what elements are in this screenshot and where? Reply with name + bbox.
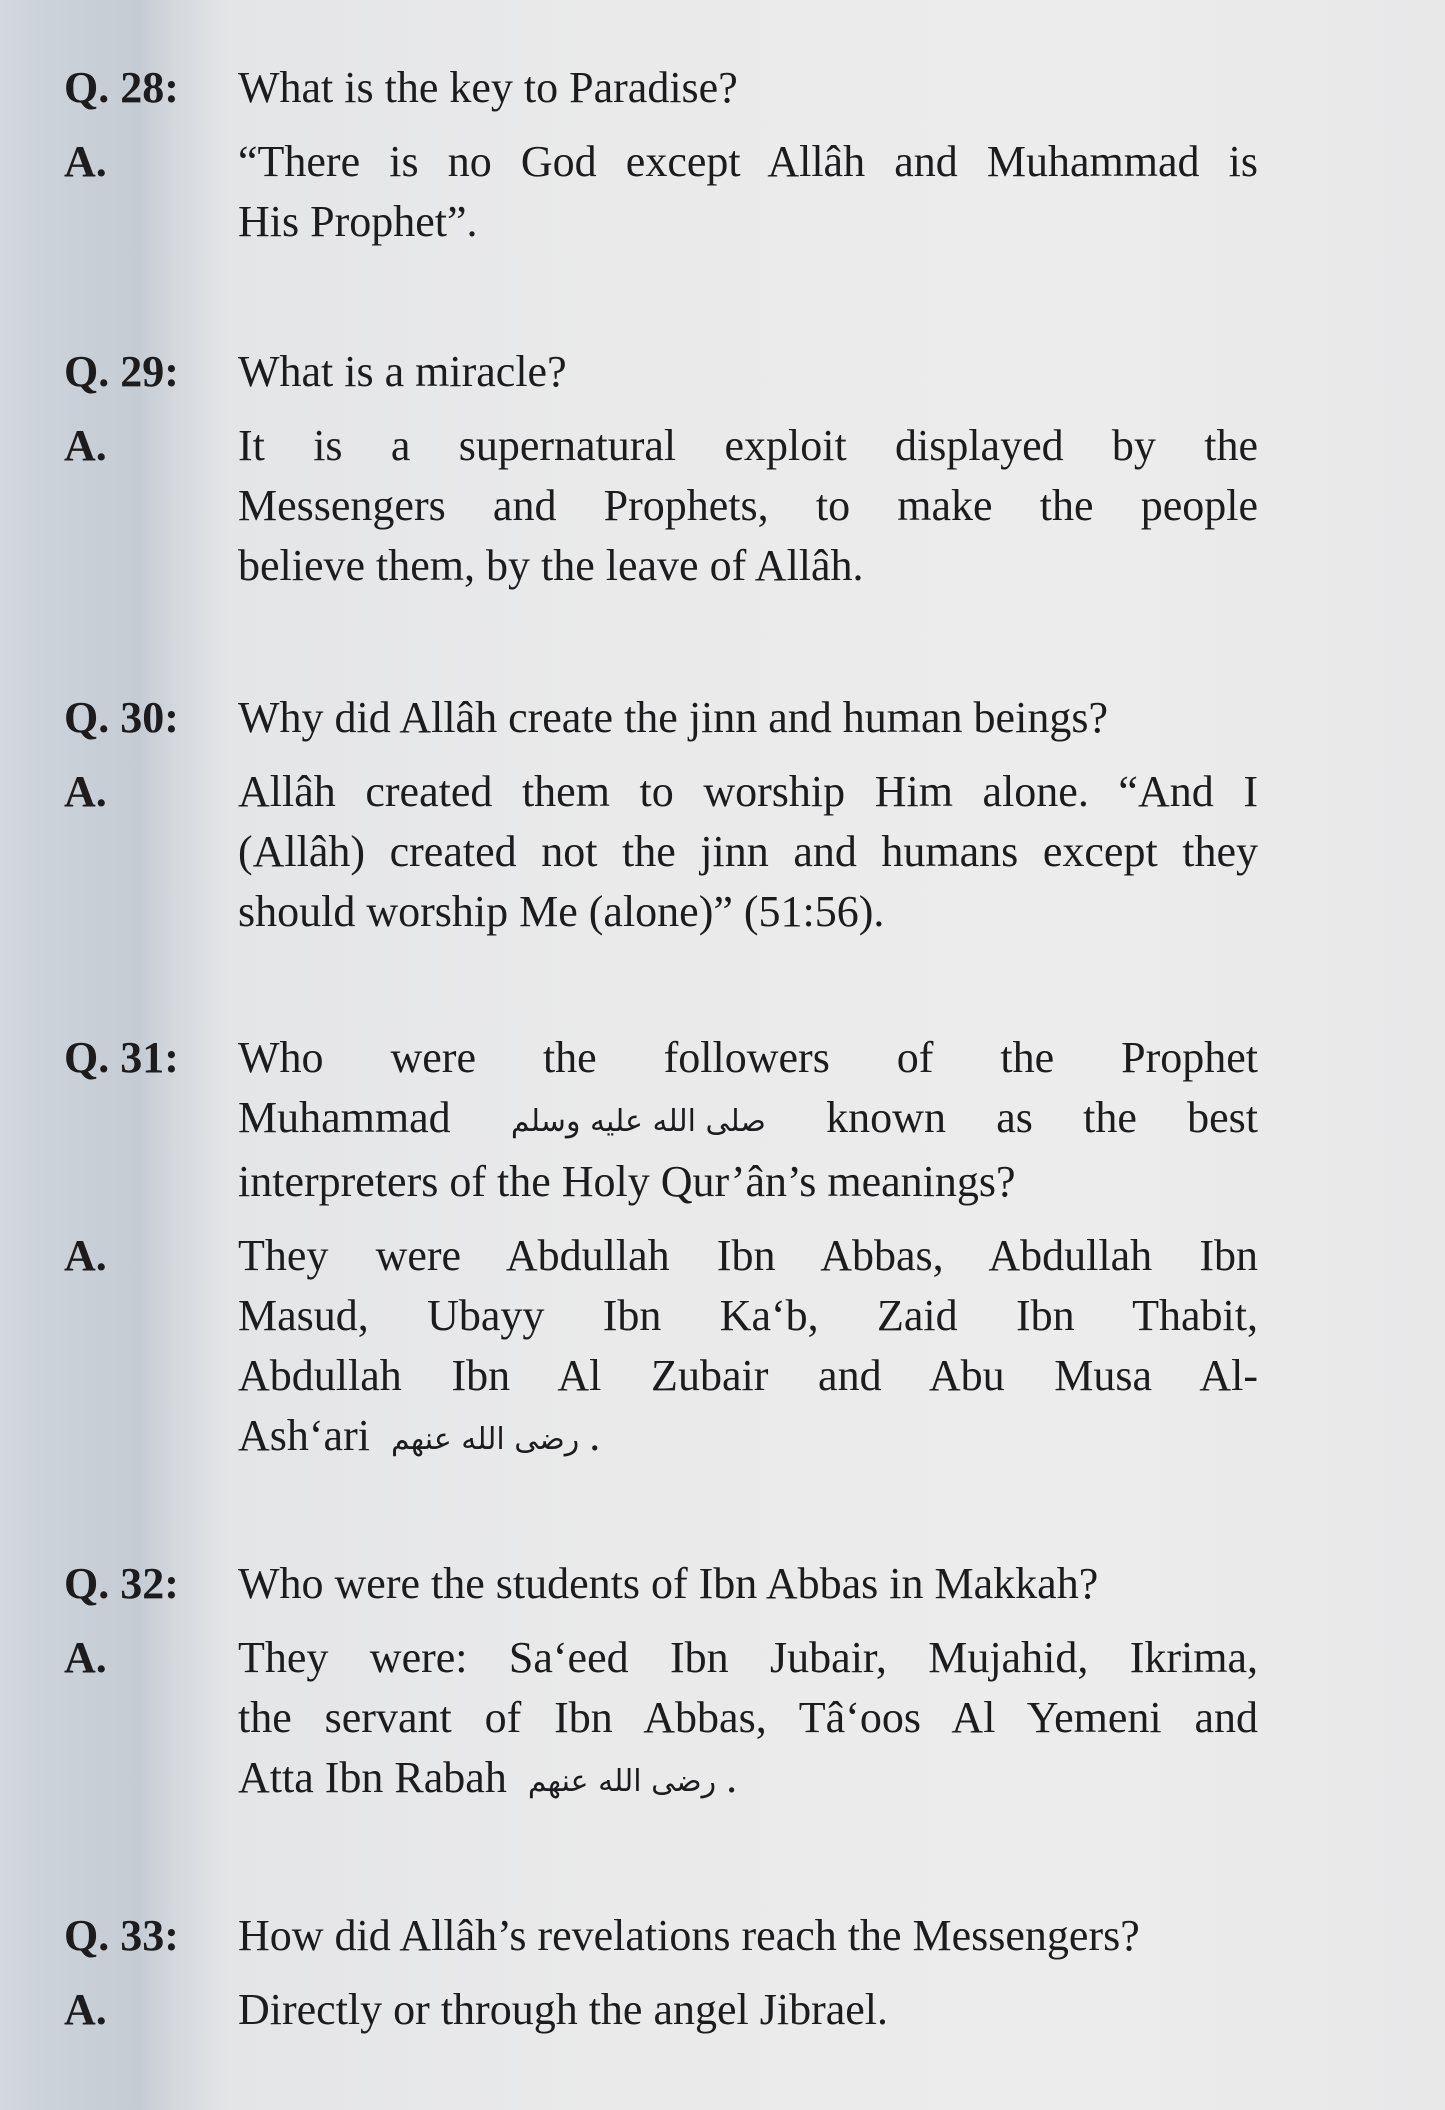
qa-block-29 <box>0 342 1445 596</box>
answer-row <box>0 416 1445 596</box>
answer-row <box>0 1226 1445 1470</box>
question-text: Who were the students of Ibn Abbas in Makkah? <box>238 1559 1099 1608</box>
answer-label: A. <box>64 1985 107 2034</box>
answer-row <box>0 1980 1445 2040</box>
question-text: What is the key to Paradise? <box>238 63 738 112</box>
answer-text: It is a supernatural exploit displayed by the Messengers and Prophets, to make the people believe them, by the leave of Allâh. <box>238 421 1258 590</box>
question-row <box>0 342 1445 402</box>
qa-block-28 <box>0 58 1445 252</box>
question-text: How did Allâh’s revelations reach the Messengers? <box>238 1911 1140 1960</box>
question-number: Q. 32: <box>64 1559 179 1608</box>
qa-block-31 <box>0 1028 1445 1470</box>
answer-label: A. <box>64 421 107 470</box>
answer-row <box>0 1628 1445 1812</box>
answer-label: A. <box>64 767 107 816</box>
honorific-pbuh: صلى الله عليه وسلم <box>510 1103 766 1139</box>
qa-block-32 <box>0 1554 1445 1812</box>
answer-text: “There is no God except Allâh and Muhammad is His Prophet”. <box>238 137 1258 246</box>
question-number: Q. 33: <box>64 1911 179 1960</box>
qa-block-30 <box>0 688 1445 942</box>
question-row <box>0 1906 1445 1966</box>
question-row <box>0 1554 1445 1614</box>
qa-block-33 <box>0 1906 1445 2040</box>
answer-text: They were Abdullah Ibn Abbas, Abdullah Ibn Masud, Ubayy Ibn Ka‘b, Zaid Ibn Thabit, Abdullah Ibn Al Zubair and Abu Musa Al- Ash‘ari رضى الله عنهم . <box>238 1226 1258 1470</box>
honorific-ra: رضى الله عنهم <box>390 1421 580 1457</box>
question-number: Q. 30: <box>64 693 179 742</box>
question-text: Why did Allâh create the jinn and human beings? <box>238 693 1108 742</box>
answer-label: A. <box>64 137 107 186</box>
answer-text: They were: Sa‘eed Ibn Jubair, Mujahid, Ikrima, the servant of Ibn Abbas, Tâ‘oos Al Yemeni and Atta Ibn Rabah رضى الله عنهم . <box>238 1628 1258 1812</box>
answer-row <box>0 762 1445 942</box>
question-text: Who were the followers of the Prophet Muhammad صلى الله عليه وسلم known as the best interpreters of the Holy Qur’ân’s meanings? <box>238 1033 1259 1206</box>
honorific-ra: رضى الله عنهم <box>527 1763 717 1799</box>
answer-text: Directly or through the angel Jibrael. <box>238 1985 889 2034</box>
answer-label: A. <box>64 1230 107 1280</box>
answer-row <box>0 132 1445 252</box>
question-number: Q. 29: <box>64 347 179 396</box>
answer-text: Allâh created them to worship Him alone. “And I (Allâh) created not the jinn and humans except they should worship Me (alone)” (51:56). <box>238 767 1258 936</box>
question-row <box>0 58 1445 118</box>
question-number: Q. 31: <box>64 1033 179 1082</box>
question-row <box>0 1028 1445 1212</box>
answer-label: A. <box>64 1633 107 1682</box>
question-number: Q. 28: <box>64 63 179 112</box>
question-row <box>0 688 1445 748</box>
question-text: What is a miracle? <box>238 347 567 396</box>
